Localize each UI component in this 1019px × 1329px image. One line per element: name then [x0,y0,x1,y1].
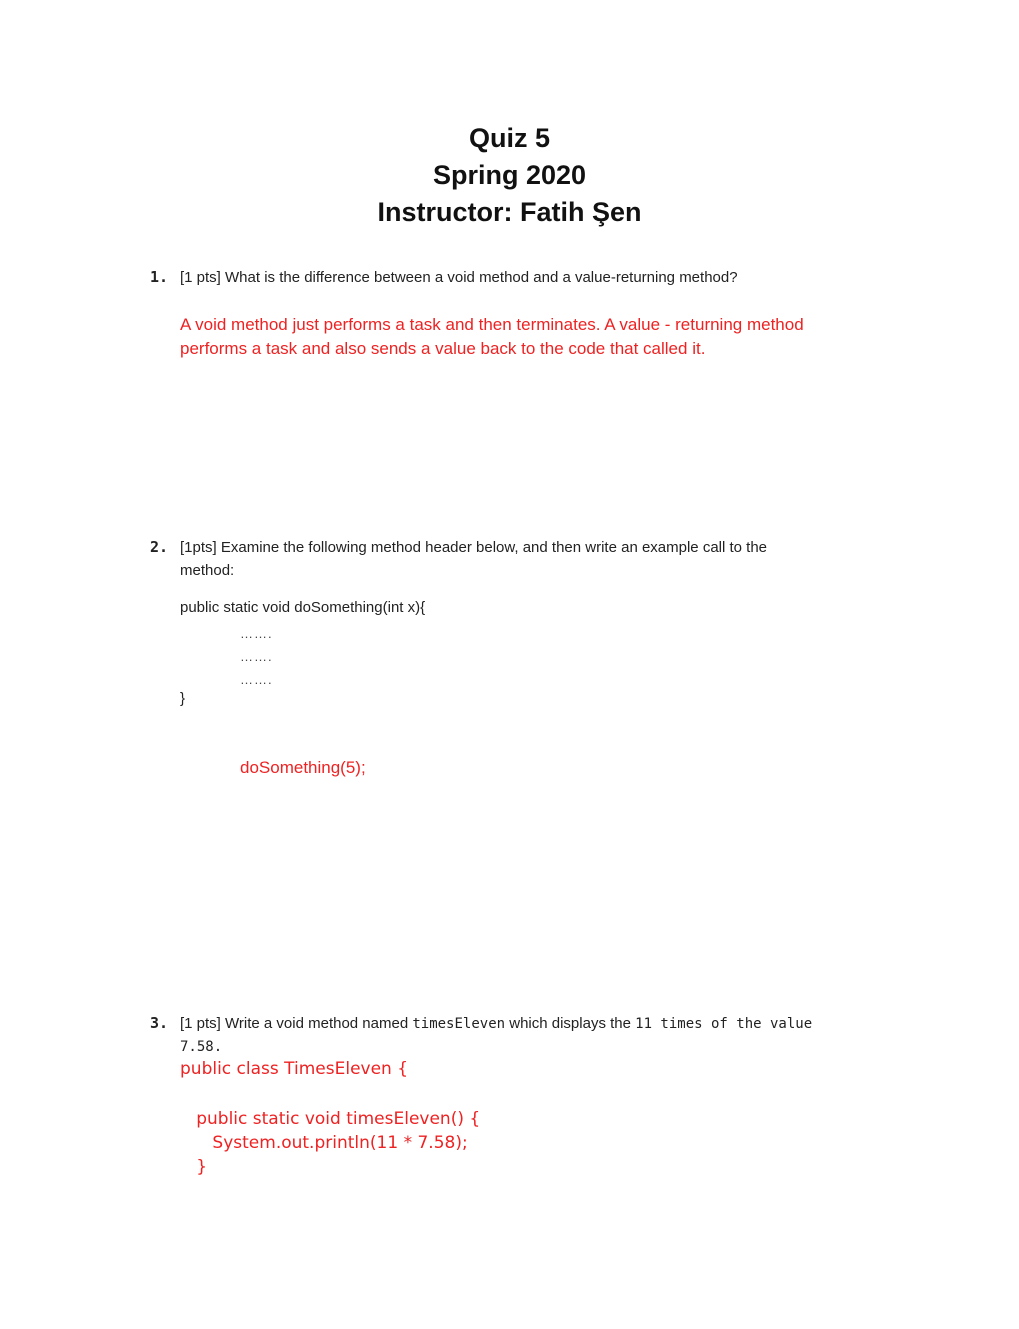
question-3-text [180,1012,900,1059]
question-3-number-value: 11 [635,1016,652,1032]
title-block [0,120,1019,231]
question-1-text: [1 pts] What is the difference between a void method and a value-returning method? [180,269,738,286]
answer-code-line: public static void timesEleven() { [180,1109,481,1129]
question-1-number: 1. [150,268,169,286]
answer-code-line: System.out.println(11 * 7.58); [180,1133,468,1153]
code-ellipsis-line: ……. [240,649,273,664]
question-3-text-mid: which displays the [505,1015,636,1032]
answer-code-line: } [180,1157,208,1177]
question-2-number: 2. [150,538,169,556]
question-3-method-name: timesEleven [412,1016,506,1032]
question-1-answer-line: A void method just performs a task and then terminates. A value - returning method [180,315,804,334]
question-3-text-line [180,1012,900,1036]
quiz-title: Quiz 5 [468,123,550,153]
quiz-instructor: Instructor: Fatih Şen [377,197,642,227]
question-3-answer [180,1057,480,1179]
method-header-code: public static void doSomething(int x){ [180,599,426,616]
question-2-text [180,536,880,582]
quiz-term: Spring 2020 [432,160,587,190]
answer-code-line [180,1081,480,1107]
method-close-brace: } [180,690,186,707]
question-3-text-suffix: times of the value [652,1016,813,1032]
code-ellipsis-line: ……. [240,672,273,687]
question-1-answer-line: performs a task and also sends a value back to the code that called it. [180,339,706,358]
code-ellipsis-line: ……. [240,626,273,641]
question-3-text-prefix: [1 pts] Write a void method named [180,1015,413,1032]
question-2-answer: doSomething(5); [240,758,366,777]
question-2-text-line: [1pts] Examine the following method header below, and then write an example call to the [180,539,768,556]
question-3-number: 3. [150,1014,169,1032]
question-1-answer [180,313,900,361]
question-2-text-line: method: [180,562,235,579]
answer-code-line: public class TimesEleven { [180,1059,409,1079]
question-3-value: 7.58. [180,1039,223,1055]
